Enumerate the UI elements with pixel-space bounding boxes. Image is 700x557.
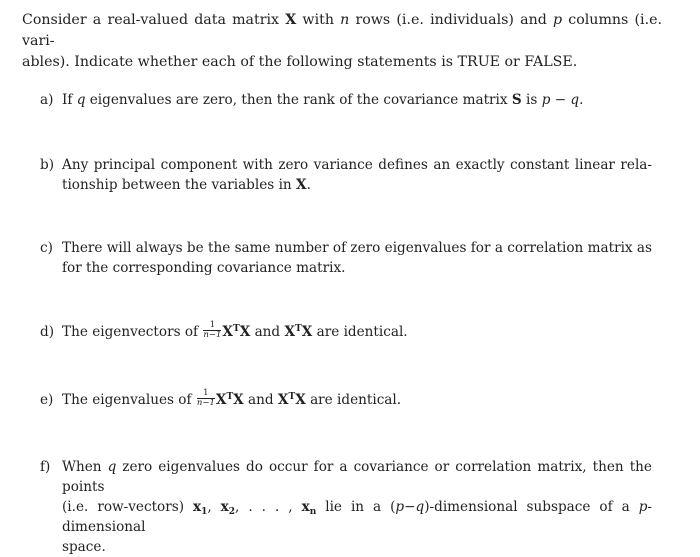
statement-b-label: b)	[40, 157, 55, 173]
statement-b	[40, 155, 652, 195]
statement-c	[40, 238, 652, 278]
fraction: $\frac{1}{n-1}$	[196, 388, 215, 408]
statement-f	[40, 457, 652, 557]
statement-f-text: When q zero eigenvalues do occur for a covariance or correlation matrix, then the points (i.e. row-vectors) $x_1$, $x_2$, . . . , $x_n$ lie in a (p−q)-dimensional subspace of a p-dimensional space.	[62, 459, 652, 555]
statement-d-label: d)	[40, 324, 55, 340]
intro-line-1: Consider a real-valued data matrix X with n rows (i.e. individuals) and p columns (i.e. vari-	[22, 12, 662, 49]
statement-c-text: There will always be the same number of zero eigenvalues for a correlation matrix as for the corresponding covariance matrix.	[62, 240, 652, 276]
statement-b-text: Any principal component with zero variance defines an exactly constant linear rela- tionship between the variables in X.	[62, 157, 652, 193]
statement-a-text: If q eigenvalues are zero, then the rank of the covariance matrix S is p − q.	[62, 92, 584, 108]
statement-e	[40, 390, 652, 410]
intro-paragraph	[22, 10, 662, 73]
statement-c-label: c)	[40, 240, 53, 256]
statement-d-text: The eigenvectors of $\frac{1}{n-1}$ $X^TX$ and $X^TX$ are identical.	[62, 320, 408, 340]
intro-line-2: ables). Indicate whether each of the following statements is TRUE or FALSE.	[22, 54, 578, 70]
statement-f-label: f)	[40, 459, 51, 475]
statement-e-text: The eigenvalues of $\frac{1}{n-1}$ $X^TX$ and $X^TX$ are identical.	[62, 388, 402, 408]
statement-a-label: a)	[40, 92, 54, 108]
statement-e-label: e)	[40, 392, 54, 408]
statement-d	[40, 322, 652, 342]
statement-a	[40, 90, 652, 110]
fraction: $\frac{1}{n-1}$	[203, 320, 222, 340]
